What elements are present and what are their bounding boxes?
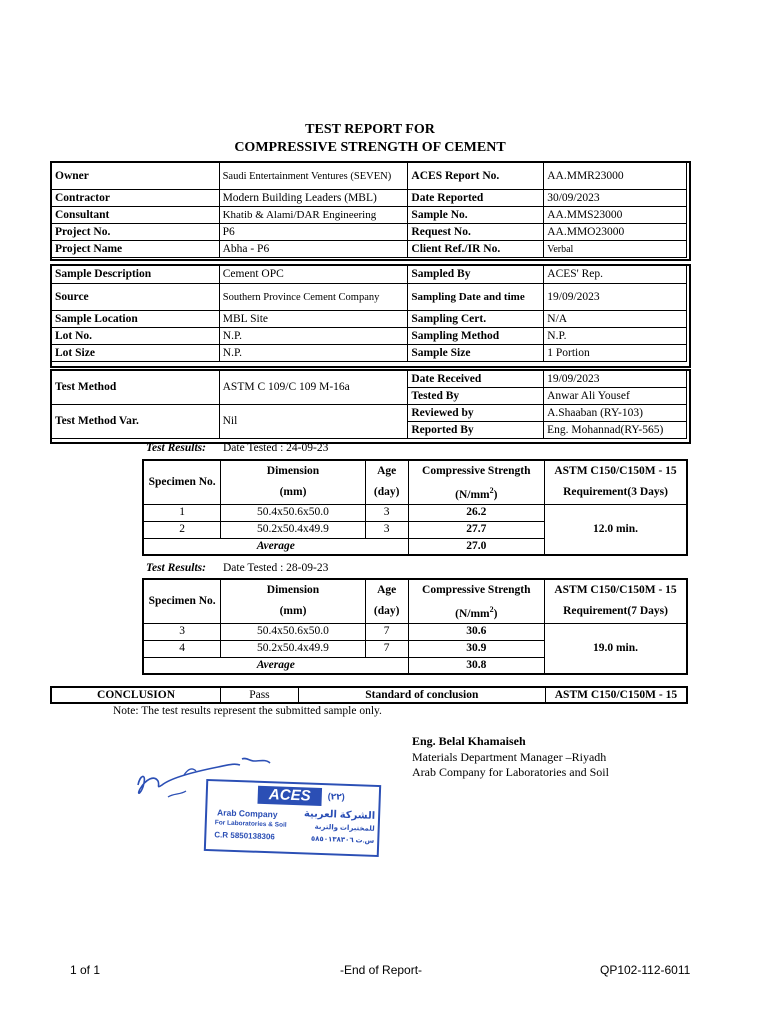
requirement-header-1: Requirement(3 Days): [545, 482, 688, 504]
note-text: Note: The test results represent the submitted sample only.: [113, 705, 382, 717]
owner-label: Owner: [52, 163, 220, 190]
results-table-2: [142, 578, 688, 675]
sampling-date-label: Sampling Date and time: [408, 284, 544, 311]
sampled-by-label: Sampled By: [408, 266, 544, 284]
signatory-role: Materials Department Manager –Riyadh: [412, 750, 607, 764]
specimen-no-cell: 2: [143, 521, 221, 538]
end-of-report: -End of Report-: [340, 963, 423, 977]
lot-size-value: N.P.: [219, 345, 408, 362]
reviewed-by-value: A.Shaaban (RY-103): [544, 405, 687, 422]
age-cell: 3: [365, 521, 408, 538]
document-code: QP102-112-6011: [600, 963, 691, 977]
contractor-value: Modern Building Leaders (MBL): [219, 190, 408, 207]
sample-size-value: 1 Portion: [544, 345, 687, 362]
age-cell: 7: [365, 623, 408, 640]
report-title-line2: COMPRESSIVE STRENGTH OF CEMENT: [234, 140, 506, 155]
age-header-1: Age: [365, 460, 408, 482]
lot-no-label: Lot No.: [52, 328, 220, 345]
project-no-value: P6: [219, 224, 408, 241]
strength-header-1: Compressive Strength: [408, 460, 544, 482]
stamp-code: (٢٢): [327, 791, 345, 802]
sampling-cert-value: N/A: [544, 311, 687, 328]
source-value: Southern Province Cement Company: [219, 284, 408, 311]
dimension-cell: 50.4x50.6x50.0: [221, 504, 365, 521]
lot-size-label: Lot Size: [52, 345, 220, 362]
report-no-label: ACES Report No.: [408, 163, 544, 190]
dimension-cell: 50.2x50.4x49.9: [221, 640, 365, 657]
request-no-value: AA.MMO23000: [544, 224, 687, 241]
dimension-unit-1: (mm): [221, 482, 365, 504]
company-stamp: [204, 779, 381, 857]
contractor-label: Contractor: [52, 190, 220, 207]
dimension-cell: 50.4x50.6x50.0: [221, 623, 365, 640]
requirement-value-1: 12.0 min.: [545, 504, 688, 555]
requirement-header-2: Requirement(7 Days): [545, 601, 688, 623]
strength-cell: 30.9: [408, 640, 544, 657]
sampling-method-value: N.P.: [544, 328, 687, 345]
test-results-label-2: Test Results:: [146, 562, 206, 574]
test-method-var-value: Nil: [219, 405, 408, 439]
test-method-value: ASTM C 109/C 109 M-16a: [219, 371, 408, 405]
project-name-value: Abha - P6: [219, 241, 408, 258]
method-info-table: [51, 370, 687, 439]
lot-no-value: N.P.: [219, 328, 408, 345]
aces-logo: ACES: [257, 786, 322, 806]
project-no-label: Project No.: [52, 224, 220, 241]
average-label-1: Average: [143, 538, 408, 555]
reported-by-label: Reported By: [408, 422, 544, 439]
strength-cell: 30.6: [408, 623, 544, 640]
test-method-var-label: Test Method Var.: [52, 405, 220, 439]
date-received-label: Date Received: [408, 371, 544, 388]
date-tested-1: Date Tested : 24-09-23: [223, 442, 329, 454]
sample-size-label: Sample Size: [408, 345, 544, 362]
average-value-2: 30.8: [408, 657, 544, 674]
sampling-method-label: Sampling Method: [408, 328, 544, 345]
signatory-company: Arab Company for Laboratories and Soil: [412, 765, 609, 779]
request-no-label: Request No.: [408, 224, 544, 241]
sampling-cert-label: Sampling Cert.: [408, 311, 544, 328]
tested-by-value: Anwar Ali Yousef: [544, 388, 687, 405]
strength-header-2: Compressive Strength: [408, 579, 544, 601]
age-cell: 7: [365, 640, 408, 657]
tested-by-label: Tested By: [408, 388, 544, 405]
project-name-label: Project Name: [52, 241, 220, 258]
sampling-date-value: 19/09/2023: [544, 284, 687, 311]
stamp-en-line1: Arab Company: [216, 807, 278, 820]
age-unit-1: (day): [365, 482, 408, 504]
sampled-by-value: ACES' Rep.: [544, 266, 687, 284]
average-label-2: Average: [143, 657, 408, 674]
dimension-cell: 50.2x50.4x49.9: [221, 521, 365, 538]
dimension-header-1: Dimension: [221, 460, 365, 482]
dimension-header-2: Dimension: [221, 579, 365, 601]
sample-description-label: Sample Description: [52, 266, 220, 284]
sample-no-label: Sample No.: [408, 207, 544, 224]
astm-header-1: ASTM C150/C150M - 15: [545, 460, 688, 482]
specimen-no-cell: 3: [143, 623, 221, 640]
project-info-table: [51, 162, 687, 258]
stamp-en-line2: For Laboratories & Soil: [214, 819, 287, 829]
sample-location-value: MBL Site: [219, 311, 408, 328]
reviewed-by-label: Reviewed by: [408, 405, 544, 422]
strength-unit-2: $(N/mm^2)$: [408, 601, 544, 623]
conclusion-table: [50, 686, 688, 704]
strength-cell: 27.7: [408, 521, 544, 538]
average-value-1: 27.0: [408, 538, 544, 555]
age-header-2: Age: [365, 579, 408, 601]
sample-location-label: Sample Location: [52, 311, 220, 328]
source-label: Source: [52, 284, 220, 311]
sample-description-value: Cement OPC: [219, 266, 408, 284]
dimension-unit-2: (mm): [221, 601, 365, 623]
conclusion-label: CONCLUSION: [51, 687, 221, 703]
client-ref-label: Client Ref./IR No.: [408, 241, 544, 258]
specimen-no-cell: 1: [143, 504, 221, 521]
stamp-ar-line1: الشركة العربية: [303, 808, 376, 822]
sample-info-table: [51, 265, 687, 362]
specimen-header-2: Specimen No.: [143, 579, 221, 623]
conclusion-value: Pass: [221, 687, 299, 703]
astm-header-2: ASTM C150/C150M - 15: [545, 579, 688, 601]
date-received-value: 19/09/2023: [544, 371, 687, 388]
date-reported-label: Date Reported: [408, 190, 544, 207]
test-results-label-1: Test Results:: [146, 442, 206, 454]
consultant-label: Consultant: [52, 207, 220, 224]
signatory-name: Eng. Belal Khamaiseh: [412, 734, 526, 748]
age-unit-2: (day): [365, 601, 408, 623]
standard-value: ASTM C150/C150M - 15: [545, 687, 687, 703]
stamp-en-line3: C.R 5850138306: [214, 830, 275, 842]
results-table-1: [142, 459, 688, 556]
specimen-header-1: Specimen No.: [143, 460, 221, 504]
page-number: 1 of 1: [70, 963, 101, 977]
test-method-label: Test Method: [52, 371, 220, 405]
sample-no-value: AA.MMS23000: [544, 207, 687, 224]
strength-unit-1: $(N/mm^2)$: [408, 482, 544, 504]
standard-label: Standard of conclusion: [298, 687, 545, 703]
specimen-no-cell: 4: [143, 640, 221, 657]
date-reported-value: 30/09/2023: [544, 190, 687, 207]
strength-cell: 26.2: [408, 504, 544, 521]
reported-by-value: Eng. Mohannad(RY-565): [544, 422, 687, 439]
consultant-value: Khatib & Alami/DAR Engineering: [219, 207, 408, 224]
client-ref-value: Verbal: [544, 241, 687, 258]
stamp-ar-line2: للمختبرات والتربة: [314, 823, 375, 833]
age-cell: 3: [365, 504, 408, 521]
report-title-line1: TEST REPORT FOR: [305, 122, 435, 137]
requirement-value-2: 19.0 min.: [545, 623, 688, 674]
date-tested-2: Date Tested : 28-09-23: [223, 562, 329, 574]
report-no-value: AA.MMR23000: [544, 163, 687, 190]
stamp-ar-line3: س.ت ٥٨٥٠١٣٨٣٠٦: [310, 835, 375, 845]
owner-value: Saudi Entertainment Ventures (SEVEN): [219, 163, 408, 190]
